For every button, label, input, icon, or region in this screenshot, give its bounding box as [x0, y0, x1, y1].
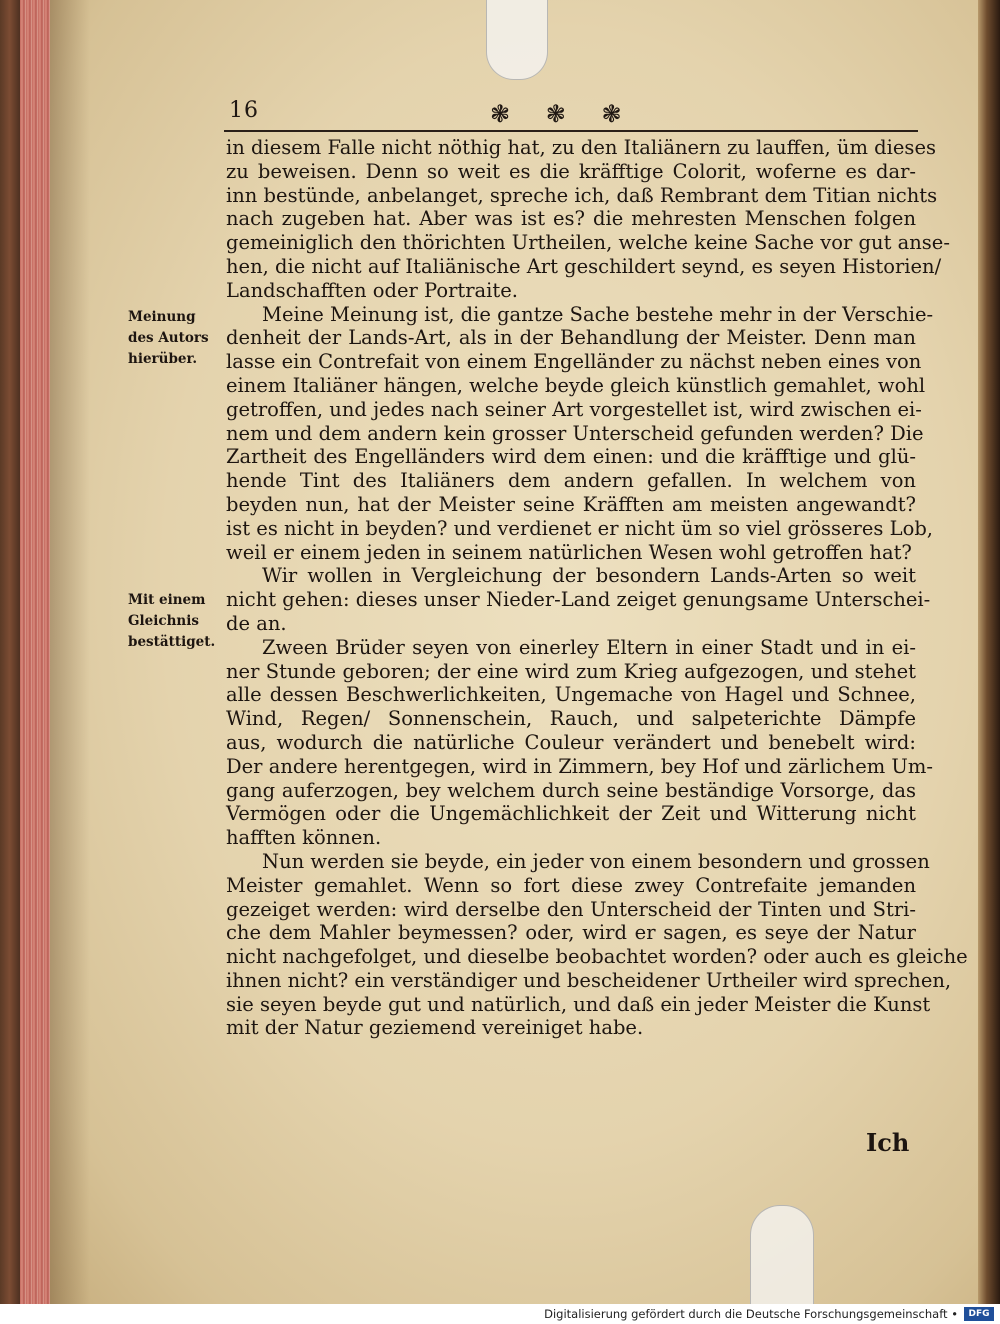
margin-note-line: Meinung [128, 309, 196, 325]
margin-note-line: Mit einem [128, 592, 206, 608]
text-line: Meine Meinung ist, die gantze Sache bestehe mehr in der Verschie- [262, 302, 934, 326]
text-line: Landschafften oder Portraite. [226, 278, 518, 302]
text-line: aus, wodurch die natürliche Couleur verändert und benebelt wird: [226, 730, 916, 754]
text-line: beyden nun, hat der Meister seine Kräfften am meisten angewandt? [226, 492, 916, 516]
text-line: Der andere herentgegen, wird in Zimmern, bey Hof und zärlichem Um- [226, 754, 933, 778]
text-line: Meister gemahlet. Wenn so fort diese zwey Contrefaite jemanden [226, 873, 916, 897]
margin-note-line: Gleichnis [128, 613, 199, 629]
text-line: weil er einem jeden in seinem natürlichen Wesen wohl getroffen hat? [226, 540, 912, 564]
text-line: mit der Natur geziemend vereiniget habe. [226, 1016, 644, 1040]
text-line: nicht nachgefolget, und dieselbe beobachtet worden? oder auch es gleiche [226, 945, 968, 969]
text-line: ist es nicht in beyden? und verdienet er nicht üm so viel grösseres Lob, [226, 516, 933, 540]
text-line: Zween Brüder seyen von einerley Eltern in einer Stadt und in ei- [262, 635, 916, 659]
text-line: sie seyen beyde gut und natürlich, und daß ein jeder Meister die Kunst [226, 992, 931, 1016]
text-line: gang auferzogen, bey welchem durch seine beständige Vorsorge, das [226, 778, 916, 802]
text-line: Vermögen oder die Ungemächlichkeit der Zeit und Witterung nicht [226, 802, 916, 826]
text-line: zu beweisen. Denn so weit es die kräfftige Colorit, woferne es dar- [226, 159, 916, 183]
page-holder-clip-bottom [750, 1205, 814, 1304]
text-line: Wind, Regen/ Sonnenschein, Rauch, und salpeterichte Dämpfe [226, 707, 916, 731]
text-line: nicht gehen: dieses unser Nieder-Land zeiget genungsame Unterschei- [226, 588, 931, 612]
text-line: nach zugeben hat. Aber was ist es? die mehresten Menschen folgen [226, 207, 916, 231]
text-line: nem und dem andern kein grosser Unterscheid gefunden werden? Die [226, 421, 924, 445]
text-line: de an. [226, 611, 287, 635]
text-line: Nun werden sie beyde, ein jeder von einem besondern und grossen [262, 849, 930, 873]
text-line: lasse ein Contrefait von einem Engelländer zu nächst neben eines von [226, 350, 922, 374]
margin-note-line: hierüber. [128, 351, 198, 367]
text-line: denheit der Lands-Art, als in der Behandlung der Meister. Denn man [226, 326, 916, 350]
header-ornament: ❃ ❃ ❃ [490, 100, 636, 128]
margin-note-gleichnis [128, 590, 218, 653]
header-rule [224, 130, 918, 132]
right-book-edge [978, 0, 1000, 1304]
text-line: inn bestünde, anbelanget, spreche ich, daß Rembrant dem Titian nichts [226, 183, 938, 207]
text-line: einem Italiäner hängen, welche beyde gleich künstlich gemahlet, wohl [226, 373, 926, 397]
text-line: che dem Mahler beymessen? oder, wird er sagen, es seye der Natur [226, 921, 916, 945]
margin-note-meinung [128, 307, 218, 370]
dfg-logo: DFG [964, 1307, 994, 1321]
page-number: 16 [229, 98, 259, 123]
text-line: Zartheit des Engelländers wird dem einen: und die kräfftige und glü- [226, 445, 916, 469]
text-line: hen, die nicht auf Italiänische Art geschildert seynd, es seyen Historien/ [226, 254, 942, 278]
text-line: Wir wollen in Vergleichung der besondern Lands-Arten so weit [262, 564, 916, 588]
text-line: ner Stunde geboren; der eine wird zum Krieg aufgezogen, und stehet [226, 659, 916, 683]
page-holder-clip-top [486, 0, 548, 80]
footer-bar [0, 1304, 1000, 1324]
body-text [226, 136, 968, 1040]
text-line: getroffen, und jedes nach seiner Art vorgestellet ist, wird zwischen ei- [226, 397, 922, 421]
text-line: hafften können. [226, 826, 382, 850]
funding-credit: Digitalisierung gefördert durch die Deutsche Forschungsgemeinschaft • [544, 1307, 958, 1321]
margin-note-line: bestättiget. [128, 634, 216, 650]
text-line: gezeiget werden: wird derselbe den Unterscheid der Tinten und Stri- [226, 897, 916, 921]
text-line: ihnen nicht? ein verständiger und bescheidener Urtheiler wird sprechen, [226, 968, 952, 992]
text-line: hende Tint des Italiäners dem andern gefallen. In welchem von [226, 469, 916, 493]
catchword: Ich [866, 1128, 910, 1157]
gutter-shadow [50, 0, 90, 1304]
text-line: gemeiniglich den thörichten Urtheilen, welche keine Sache vor gut anse- [226, 231, 950, 255]
margin-note-line: des Autors [128, 330, 209, 346]
text-line: alle dessen Beschwerlichkeiten, Ungemache von Hagel und Schnee, [226, 683, 916, 707]
red-page-edges [20, 0, 54, 1304]
text-line: in diesem Falle nicht nöthig hat, zu den Italiänern zu lauffen, üm dieses [226, 136, 936, 159]
